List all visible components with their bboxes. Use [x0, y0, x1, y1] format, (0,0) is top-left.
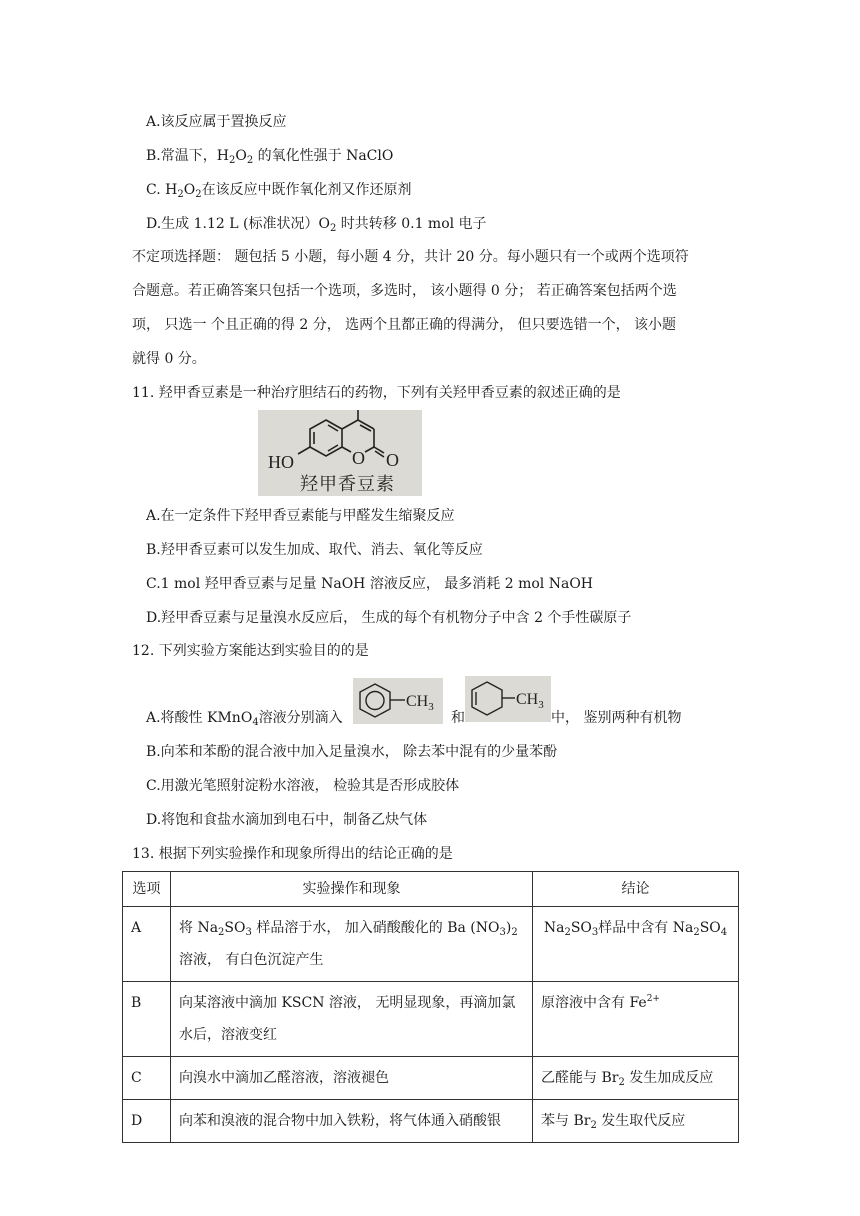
q12-stem: 12. 下列实验方案能达到实验目的的是	[132, 643, 369, 659]
instructions-line-2: 合题意。若正确答案只包括一个选项，多选时， 该小题得 0 分； 若正确答案包括两个选	[132, 283, 677, 299]
row-conclusion: 苯与 $Br_2$ 发生取代反应	[533, 1100, 739, 1143]
carbonyl-oxygen-label: O	[386, 450, 399, 470]
q13-table	[122, 871, 739, 1143]
q11-option-d: D.羟甲香豆素与足量溴水反应后， 生成的每个有机物分子中含 2 个手性碳原子	[146, 610, 632, 626]
table-row	[123, 907, 739, 982]
table-row	[123, 1100, 739, 1143]
q11-option-b: B.羟甲香豆素可以发生加成、取代、消去、氧化等反应	[146, 542, 483, 558]
header-conclusion: 结论	[533, 872, 739, 907]
row-option: C	[123, 1057, 171, 1100]
row-option: A	[123, 907, 171, 982]
q12-option-b: B.向苯和苯酚的混合液中加入足量溴水， 除去苯中混有的少量苯酚	[146, 744, 558, 760]
table-row	[123, 1057, 739, 1100]
instructions-line-1: 不定项选择题： 题包括 5 小题，每小题 4 分，共计 20 分。每小题只有一个或两个选项符	[132, 249, 689, 265]
toluene-structure-figure	[353, 678, 443, 724]
q11-stem: 11. 羟甲香豆素是一种治疗胆结石的药物，下列有关羟甲香豆素的叙述正确的是	[132, 385, 621, 401]
svg-text:CH3: $CH_3$	[516, 691, 544, 711]
methylcyclohexene-structure-figure	[465, 676, 551, 722]
table-header-row	[123, 872, 739, 907]
hymecromone-structure-figure	[258, 410, 422, 496]
q11-option-c: C.1 mol 羟甲香豆素与足量 NaOH 溶液反应， 最多消耗 2 mol NaOH	[146, 576, 594, 592]
q10-option-b: B.常温下，$H_2O_2$ 的氧化性强于 NaClO	[146, 148, 394, 166]
q10-option-c: C. $H_2O_2$在该反应中既作氧化剂又作还原剂	[146, 182, 412, 200]
q12-option-d: D.将饱和食盐水滴加到电石中，制备乙炔气体	[146, 812, 428, 828]
row-option: B	[123, 982, 171, 1057]
row-conclusion: 乙醛能与 $Br_2$ 发生加成反应	[533, 1057, 739, 1100]
row-operation: 向苯和溴液的混合物中加入铁粉，将气体通入硝酸银	[171, 1100, 533, 1143]
table-row	[123, 982, 739, 1057]
row-option: D	[123, 1100, 171, 1143]
q12-option-a-prefix: A.将酸性 KMnO$_4$溶液分别滴入	[146, 710, 343, 728]
row-operation: 将 $Na_2SO_3$ 样品溶于水， 加入硝酸酸化的 Ba $(NO_3)_2$溶液， 有白色沉淀产生	[171, 907, 533, 982]
header-option: 选项	[123, 872, 171, 907]
row-operation: 向某溶液中滴加 KSCN 溶液， 无明显现象，再滴加氯水后，溶液变红	[171, 982, 533, 1057]
ring-oxygen-label: O	[352, 448, 365, 468]
instructions-line-4: 就得 0 分。	[132, 351, 206, 367]
q12-option-a-suffix: 中， 鉴别两种有机物	[551, 710, 682, 726]
figure-caption: 羟甲香豆素	[300, 474, 395, 495]
svg-text:CH3: $CH_3$	[406, 693, 434, 713]
q13-stem: 13. 根据下列实验操作和现象所得出的结论正确的是	[132, 846, 453, 862]
row-operation: 向溴水中滴加乙醛溶液，溶液褪色	[171, 1057, 533, 1100]
row-conclusion: 原溶液中含有 $Fe^{2+}$	[533, 982, 739, 1057]
row-conclusion: $Na_2SO_3$样品中含有 $Na_2SO_4$	[533, 907, 739, 982]
q12-option-a-and: 和	[451, 710, 465, 726]
q10-option-d: D.生成 1.12 L (标准状况）$O_2$ 时共转移 0.1 mol 电子	[146, 216, 487, 234]
q12-option-c: C.用激光笔照射淀粉水溶液， 检验其是否形成胶体	[146, 778, 460, 794]
instructions-line-3: 项， 只选一 个且正确的得 2 分， 选两个且都正确的得满分， 但只要选错一个， 该小题	[132, 317, 677, 333]
hydroxyl-label: HO	[268, 452, 294, 472]
q11-option-a: A.在一定条件下羟甲香豆素能与甲醛发生缩聚反应	[146, 508, 455, 524]
header-operation: 实验操作和现象	[171, 872, 533, 907]
q10-option-a: A.该反应属于置换反应	[146, 114, 287, 130]
